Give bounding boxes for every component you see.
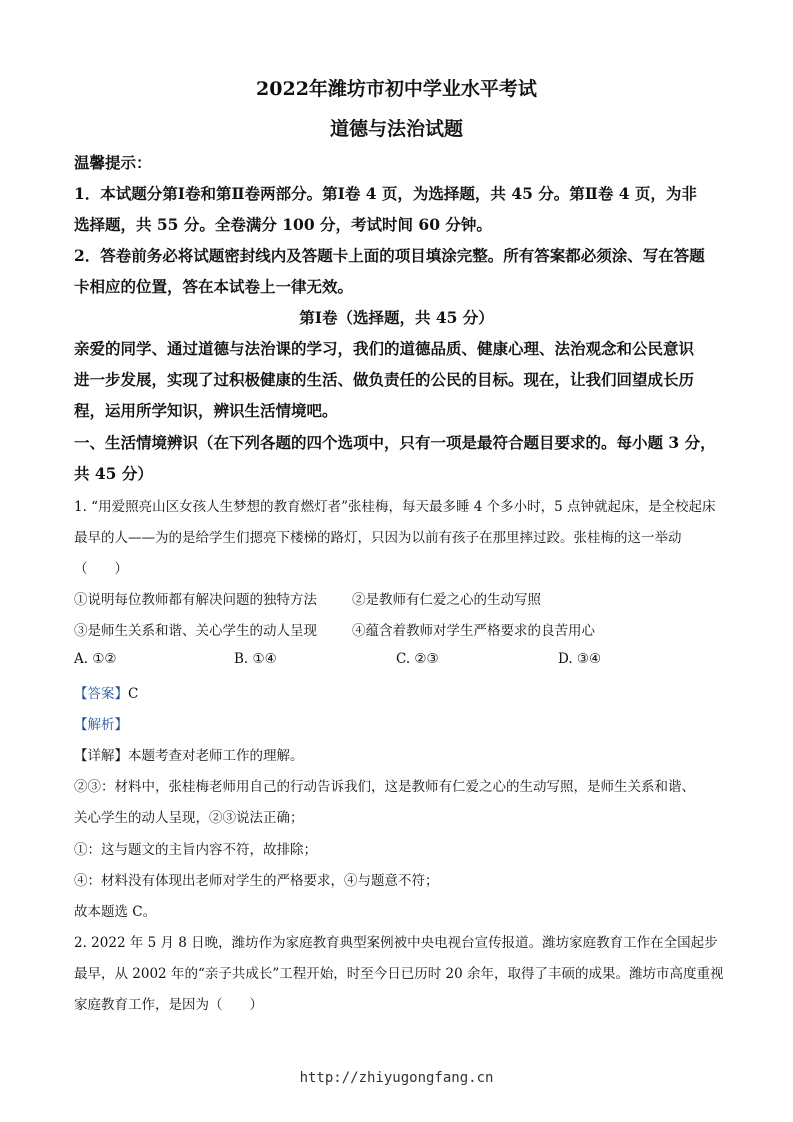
- section-heading: 共 45 分）: [74, 464, 153, 483]
- notice-line: 卡相应的位置，答在本试卷上一律无效。: [74, 277, 354, 296]
- intro-line: 程，运用所学知识，辨识生活情境吧。: [74, 401, 338, 420]
- q1-statement-2: ②是教师有仁爱之心的生动写照: [352, 592, 541, 608]
- q1-option-b: B. ①④: [234, 651, 277, 667]
- q1-answer: [74, 682, 138, 702]
- explanation-line: ①：这与题文的主旨内容不符，故排除；: [74, 842, 317, 858]
- explanation-line: ②③：材料中，张桂梅老师用自己的行动告诉我们，这是教师有仁爱之心的生动写照，是师生关系和谐、: [74, 779, 695, 795]
- notice-line: 选择题，共 55 分。全卷满分 100 分，考试时间 60 分钟。: [74, 215, 492, 234]
- detail-text: 本题考查对老师工作的理解。: [128, 748, 304, 764]
- intro-line: 亲爱的同学、通过道德与法治课的学习，我们的道德品质、健康心理、法治观念和公民意识: [74, 339, 695, 358]
- q1-stem: 1. “用爱照亮山区女孩人生梦想的教育燃灯者”张桂梅，每天最多睡 4 个多小时，5 点钟就起床，是全校起床: [74, 499, 716, 515]
- analysis-label: 【解析】: [74, 717, 128, 733]
- notice-heading: 温馨提示：: [74, 153, 152, 172]
- detail-label: 【详解】: [74, 748, 128, 764]
- q1-stem: （ ）: [74, 561, 128, 577]
- answer-label: 【答案】: [74, 686, 128, 702]
- q1-statement-1: ①说明每位教师都有解决问题的独特方法: [74, 592, 317, 608]
- q1-statement-4: ④蕴含着教师对学生严格要求的良苦用心: [352, 623, 595, 639]
- q2-stem: 最早，从 2002 年的“亲子共成长”工程开始，时至今日已历时 20 余年，取得了丰硕的成果。潍坊市高度重视: [74, 966, 724, 982]
- part1-heading: 第Ⅰ卷（选择题，共 45 分）: [299, 308, 494, 327]
- q1-stem: 最早的人——为的是给学生们摁亮下楼梯的路灯，只因为以前有孩子在那里摔过跤。张桂梅的这一举动: [74, 530, 682, 546]
- q1-detail: [74, 744, 304, 764]
- section-heading: 一、生活情境辨识（在下列各题的四个选项中，只有一项是最符合题目要求的。每小题 3 分，: [74, 433, 716, 452]
- q2-stem: 2. 2022 年 5 月 8 日晚，潍坊作为家庭教育典型案例被中央电视台宣传报道。潍坊家庭教育工作在全国起步: [74, 935, 718, 951]
- footer-url: http://zhiyugongfang.cn: [299, 1070, 494, 1086]
- q1-option-c: C. ②③: [396, 651, 439, 667]
- page-title: 2022年潍坊市初中学业水平考试: [256, 78, 537, 100]
- answer-value: C: [128, 686, 139, 702]
- q1-option-d: D. ③④: [558, 651, 602, 667]
- notice-line: 1．本试题分第Ⅰ卷和第Ⅱ卷两部分。第Ⅰ卷 4 页，为选择题，共 45 分。第Ⅱ卷 4 页，为非: [74, 184, 697, 203]
- notice-line: 2．答卷前务必将试题密封线内及答题卡上面的项目填涂完整。所有答案都必须涂、写在答题: [74, 246, 705, 265]
- page-subtitle: 道德与法治试题: [329, 118, 463, 140]
- explanation-line: 故本题选 C。: [74, 904, 157, 920]
- intro-line: 进一步发展，实现了过积极健康的生活、做负责任的公民的目标。现在，让我们回望成长历: [74, 370, 695, 389]
- q1-statement-3: ③是师生关系和谐、关心学生的动人呈现: [74, 623, 317, 639]
- explanation-line: ④：材料没有体现出老师对学生的严格要求，④与题意不符；: [74, 873, 439, 889]
- q2-stem: 家庭教育工作，是因为（ ）: [74, 997, 263, 1013]
- explanation-line: 关心学生的动人呈现，②③说法正确；: [74, 810, 304, 826]
- q1-option-a: A. ①②: [74, 651, 117, 667]
